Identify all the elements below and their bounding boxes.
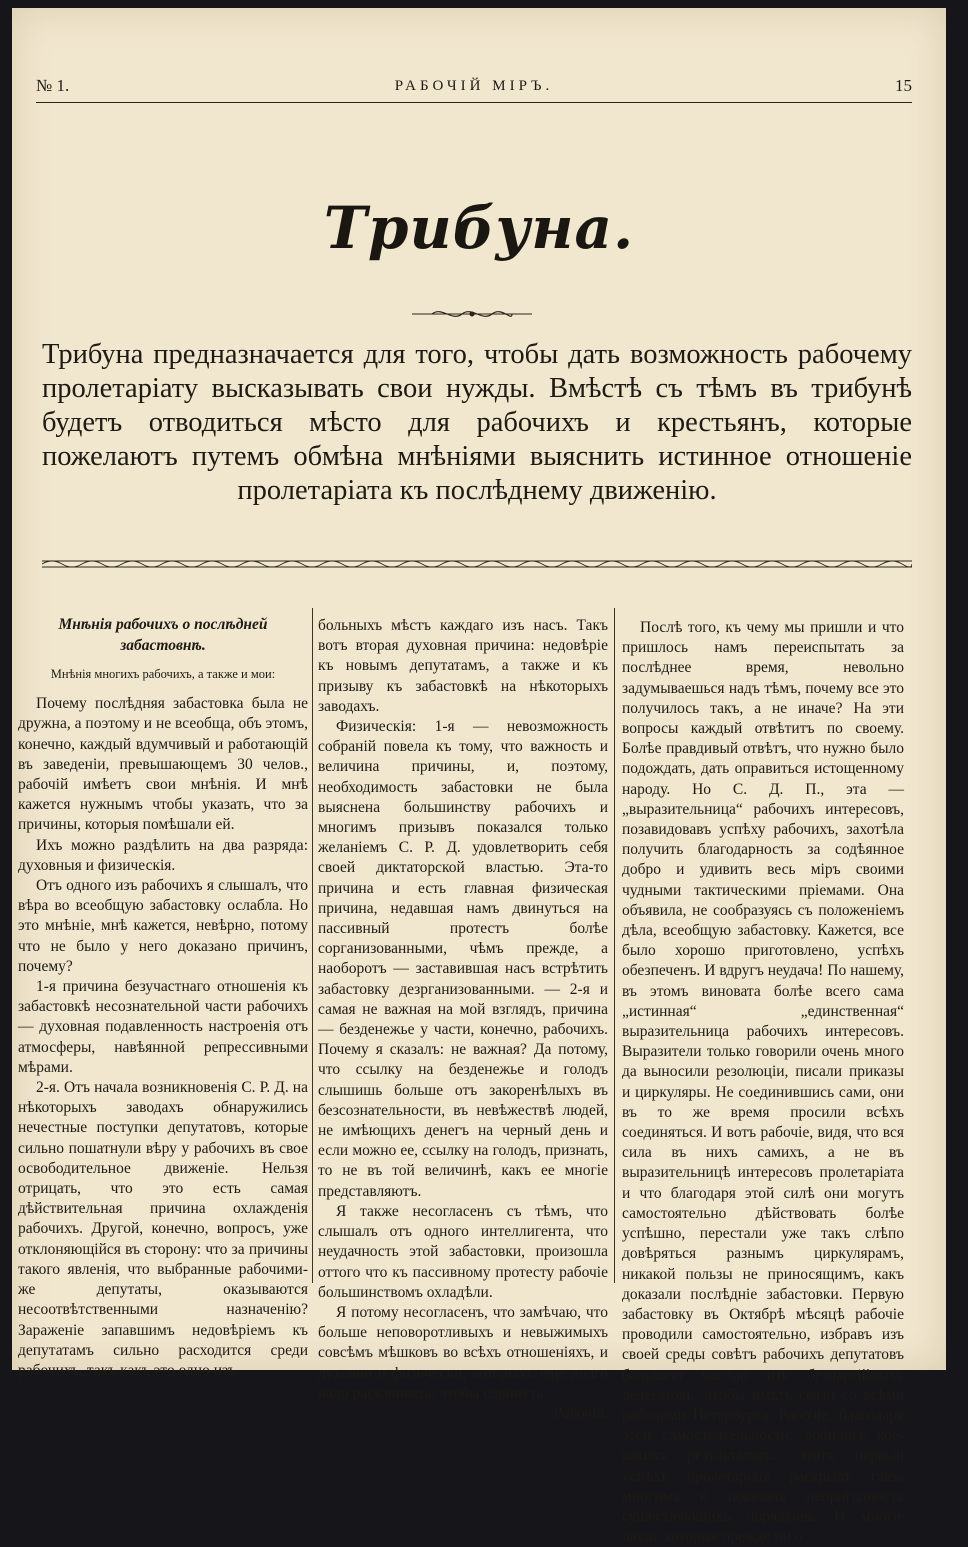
article-signature: Рабочій.	[553, 1404, 608, 1422]
paragraph: Я потому несогласенъ, что замѣчаю, что больше неповоротливыхъ и невыжимыхъ совсѣмъ мѣшковъ во всѣхъ отношеніяхъ, и духовно и физически, которыхъ еще долго надо раскачивать, чтобы сдвинуть.	[318, 1303, 608, 1402]
journal-title: РАБОЧІЙ МІРЪ.	[394, 78, 554, 94]
issue-number: № 1.	[36, 76, 70, 95]
column-rule-left	[312, 608, 313, 1283]
page-number: 15	[895, 76, 912, 95]
ornament-flourish	[412, 304, 532, 324]
page-header	[36, 76, 912, 103]
paragraph: Почему послѣдняя забастовка была не дружна, а поэтому и не всеобща, объ этомъ, конечно, каждый вдумчивый и работающій въ заведеніи, превышающемъ 30 челов., рабочій имѣетъ свои мнѣнія. И мнѣ кажется нужнымъ чтобы указать, что за причины, которыя помѣшали ей.	[18, 695, 308, 834]
column-rule-right	[614, 608, 615, 1283]
paragraph: 1-я причина безучастнаго отношенія къ забастовкѣ несознательной части рабочихъ — духовная подавленность настроенія отъ атмосферы, навѣянной репрессивными мѣрами.	[18, 978, 308, 1076]
paragraph: Ихъ можно раздѣлить на два разряда: духовныя и физическія.	[18, 836, 308, 874]
paragraph: Отъ одного изъ рабочихъ я слышалъ, что вѣра во всеобщую забастовку ослабла. Но это мнѣніе, мнѣ кажется, невѣрно, потому что не было у него доказано причинъ, почему?	[18, 877, 308, 975]
article-heading: Мнѣнія рабочихъ о послѣдней забастовнѣ.	[58, 616, 268, 654]
intro-paragraph: Трибуна предназначается для того, чтобы дать возможность рабочему пролетаріату высказывать свои нужды. Вмѣстѣ съ тѣмъ въ трибунѣ будетъ отводиться мѣсто для рабочихъ и крестьянъ, которые пожелаютъ путемъ обмѣна мнѣніями выяснить истинное отношеніе пролетаріата къ послѣднему движенію.	[42, 339, 912, 506]
section-title: Трибуна.	[323, 194, 635, 262]
paragraph: Я также несогласенъ съ тѣмъ, что слышалъ отъ одного интеллигента, что неудачность этой забастовки, произошла оттого что къ пассивному протесту рабочіе большинствомъ охладѣли.	[318, 1202, 608, 1301]
article-column-2	[318, 616, 608, 1424]
article-column-3	[622, 618, 904, 1547]
newspaper-page	[12, 8, 946, 1546]
paragraph: больныхъ мѣстъ каждаго изъ насъ. Такъ вотъ вторая духовная причина: недовѣріе къ новымъ депутатамъ, а также и къ призыву къ забастовкѣ на нѣкоторыхъ заводахъ.	[318, 617, 608, 715]
article-subheading: Мнѣнія многихъ рабочихъ, а также и мои:	[50, 667, 276, 681]
paragraph: Физическія: 1-я — невозможность собраній повела къ тому, что важность и величина причины, и, поэтому, необходимость забастовки не была выяснена большинству рабочихъ и многимъ призывъ показался только желаніемъ С. Р. Д. удовлетворить себя своей диктаторской властью. Эта-то причина и есть главная физическая причина, недавшая намъ двинуться на пассивный протестъ болѣе сорганизованными, чѣмъ прежде, а наоборотъ — заставившая насъ встрѣтить забастовку дезрганизованными. — 2-я и самая не важная на мой взглядъ, причина — безденежье у части, конечно, рабочихъ. Почему я сказалъ: не важная? Да потому, что ссылку на безденежье и голодъ слышишь больше отъ закоренѣлыхъ въ безсознательности, въ невѣжествѣ людей, не имѣющихъ денегъ на черный день и если можно ее, ссылку на голодъ, признать, то не въ той величинѣ, какъ ее многіе представляютъ.	[318, 718, 608, 1200]
paragraph: Послѣ того, къ чему мы пришли и что пришлось намъ переиспытать за послѣднее время, невольно задумываешься надъ тѣмъ, почему все это получилось такъ, а не иначе? На эти вопросы каждый отвѣтитъ по своему. Болѣе правдивый отвѣтъ, что нужно было подождать, дать оправиться истощенному народу. Но С. Д. П., эта — „выразительница“ рабочихъ интересовъ, позавидовавъ успѣху рабочихъ, захотѣла получить благодарность за содѣянное добро и удивить весь міръ своими чудными тактическими пріемами. Она объявила, не сообразуясь съ положеніемъ дѣла, всеобщую забастовку. Кажется, все было хорошо приготовлено, успѣхъ обезпеченъ. И вдругъ неудача! По нашему, въ этомъ виновата болѣе всего сама „истинная“ „единственная“ выразительница рабочихъ интересовъ. Выразители только говорили очень много да выносили резолюціи, писали приказы и циркуляры. Не соединившись сами, они въ то же время просили всѣхъ соединяться. И вотъ рабочіе, видя, что вся сила въ нихъ самихъ, а не въ выразительницѣ интересовъ пролетаріата и что благодаря этой силѣ они могутъ самостоятельно дѣйствовать болѣе успѣшно, перестали уже такъ слѣпо довѣряться разнымъ циркулярамъ, никакой пользы не приносящимъ, какъ доказали послѣдніе забастовки. Первую забастовку въ Октябрѣ мѣсяцѣ рабочіе проводили самостоятельно, избравъ изъ своей среды совѣтъ рабочихъ депутатовъ большею частью изъ безпартійныхъ делегатовъ, чтобы имѣть связи со всѣми рабочими Петербурга. Рабочіе, благодаря этой самостоятельности, добились кое-какихъ результатовъ. Этотъ первый успѣхъ пролетаріата раскрылъ глаза многимъ и показалъ непригодность существующихъ порядковъ. И многіе люди, которые прежде ни о	[622, 619, 904, 1546]
paragraph: 2-я. Отъ начала возникновенія С. Р. Д. на нѣкоторыхъ заводахъ обнаружились нечестные поступки депутатовъ, которые сильно пошатнули вѣру у рабочихъ въ свое освободительное движеніе. Нельзя отрицать, что это есть самая дѣйствительная причина охлажденія рабочихъ. Другой, конечно, вопросъ, уже отклоняющійся въ сторону: что за причины такого явленія, что выбранные рабочими-же депутаты, оказываются несоотвѣтственными назначенію? Зараженіе запавшимъ недовѣріемъ къ депутатамъ сильно расходится среди рабочихъ, такъ какъ это одно изъ	[18, 1079, 308, 1379]
article-column-1	[18, 614, 308, 1381]
ornament-divider	[42, 554, 912, 574]
